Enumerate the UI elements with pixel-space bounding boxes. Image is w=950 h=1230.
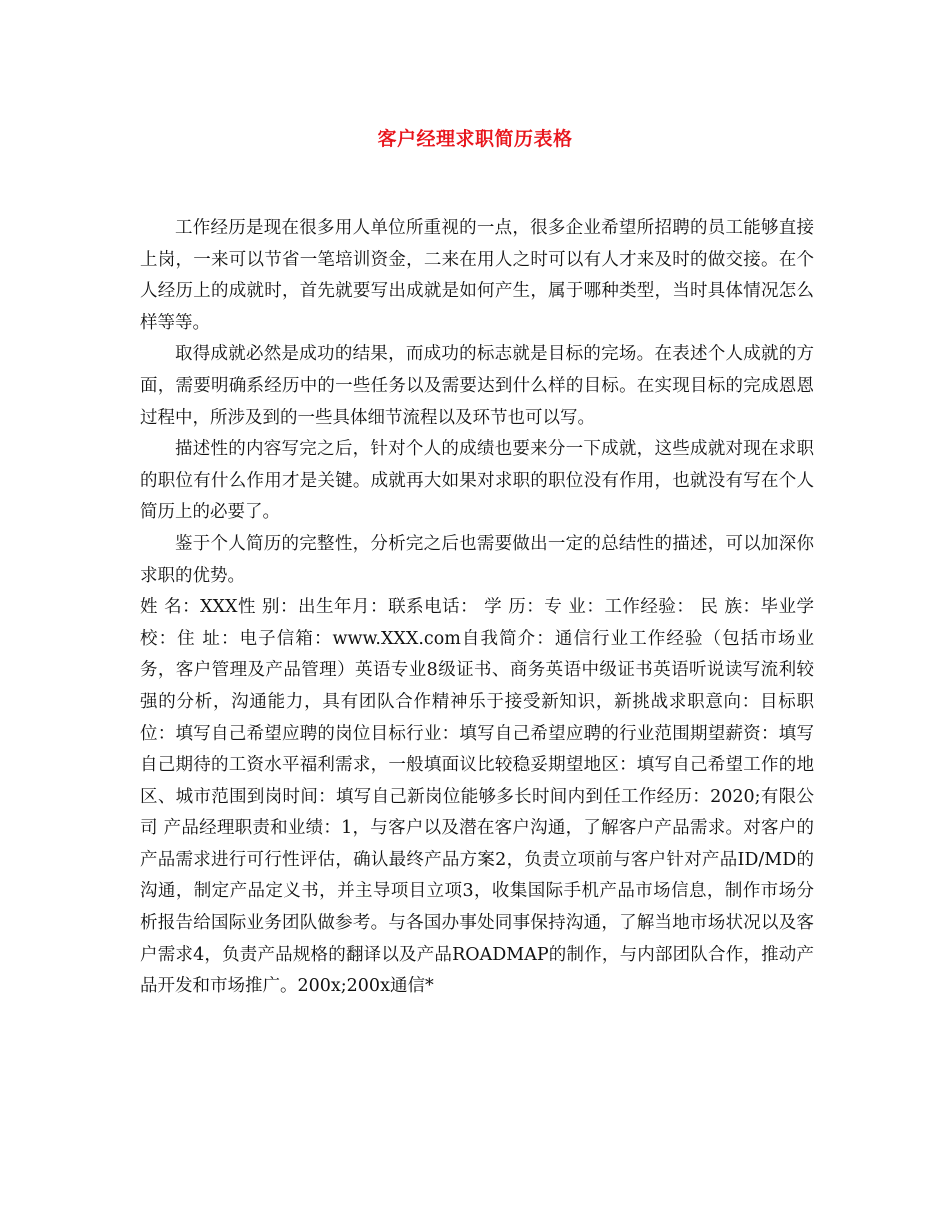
paragraph-achievements: 取得成就必然是成功的结果，而成功的标志就是目标的完场。在表述个人成就的方面，需要明确系经历中的一些任务以及需要达到什么样的目标。在实现目标的完成恩恩过程中，所涉及到的一些具体细节流程以及环节也可以写。 [140,344,814,428]
paragraph-results: 描述性的内容写完之后，针对个人的成绩也要来分一下成就，这些成就对现在求职的职位有什么作用才是关键。成就再大如果对求职的职位没有作用，也就没有写在个人简历上的必要了。 [140,439,814,523]
document-body [140,213,814,1003]
resume-form-block: 姓 名：XXX性 别：出生年月：联系电话： 学 历：专 业：工作经验： 民 族：毕业学校：住 址：电子信箱：www.XXX.com自我简介：通信行业工作经验（包括市场业务，客户管理及产品管理）英语专业8级证书、商务英语中级证书英语听说读写流利较强的分析，沟通能力，具有团队合作精神乐于接受新知识，新挑战求职意向：目标职位：填写自己希望应聘的岗位目标行业：填写自己希望应聘的行业范围期望薪资：填写自己期待的工资水平福利需求，一般填面议比较稳妥期望地区：填写自己希望工作的地区、城市范围到岗时间：填写自己新岗位能够多长时间内到任工作经历：2020;有限公司 产品经理职责和业绩：1，与客户以及潜在客户沟通，了解客户产品需求。对客户的产品需求进行可行性评估，确认最终产品方案2，负责立项前与客户针对产品ID/MD的沟通，制定产品定义书，并主导项目立项3，收集国际手机产品市场信息，制作市场分析报告给国际业务团队做参考。与各国办事处同事保持沟通，了解当地市场状况以及客户需求4，负责产品规格的翻译以及产品ROADMAP的制作，与内部团队合作，推动产品开发和市场推广。200x;200x通信* [140,597,814,997]
document-title: 客户经理求职简历表格 [377,128,573,150]
paragraph-work-experience: 工作经历是现在很多用人单位所重视的一点，很多企业希望所招聘的员工能够直接上岗，一来可以节省一笔培训资金，二来在用人之时可以有人才来及时的做交接。在个人经历上的成就时，首先就要写出成就是如何产生，属于哪种类型，当时具体情况怎么样等等。 [140,218,814,333]
paragraph-summary: 鉴于个人简历的完整性，分析完之后也需要做出一定的总结性的描述，可以加深你求职的优势。 [140,533,814,586]
